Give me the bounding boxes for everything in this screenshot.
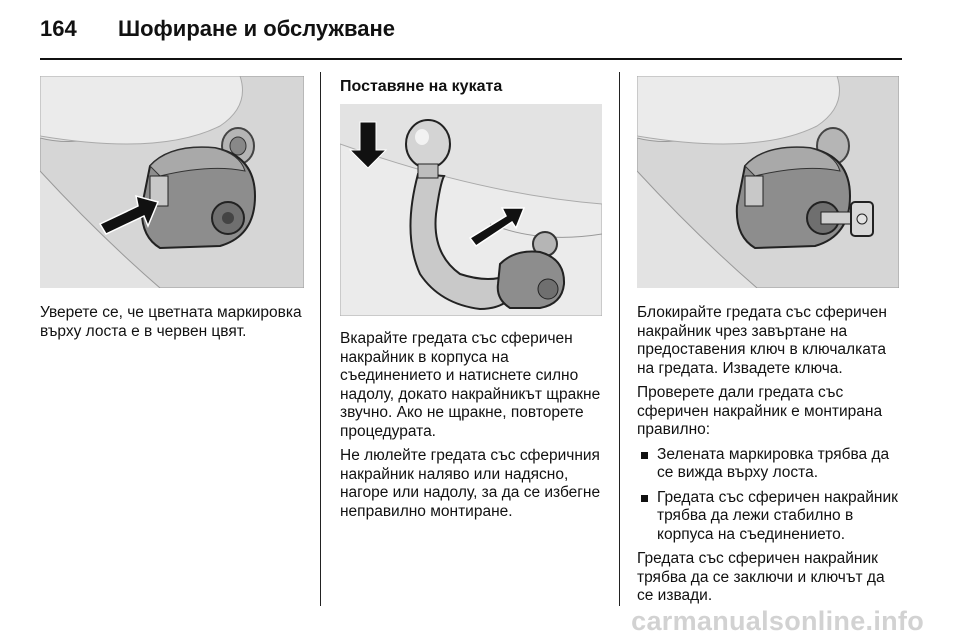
list-item: Гредата със сферичен накрайник трябва да лежи стабилно в корпуса на съединението. [637, 489, 903, 545]
col2-paragraph-2: Не люлейте гредата със сферичния накрайник наляво или надясно, нагоре или надолу, за да се избегне неправилно монтиране. [340, 447, 601, 520]
col1-paragraph: Уверете се, че цветната маркировка върху лоста е в червен цвят. [40, 304, 302, 340]
col3-paragraph-2: Проверете дали гредата със сферичен накрайник е монтирана правилно: [637, 384, 883, 438]
chapter-title: Шофиране и обслужване [118, 16, 396, 41]
col2-paragraph-1: Вкарайте гредата със сферичен накрайник в корпуса на съединението и натиснете силно надолу, докато накрайникът щракне звучно. Ако не щракне, повторете процедурата. [340, 330, 601, 440]
header-rule [40, 58, 902, 60]
watermark: carmanualsonline.info [631, 606, 924, 636]
check-list [637, 446, 903, 545]
lock-key-figure [637, 76, 899, 288]
section-heading: Поставяне на куката [340, 78, 503, 95]
lock-key-icon [637, 76, 899, 288]
bullet-square-icon [641, 452, 648, 459]
bullet-square-icon [641, 495, 648, 502]
column-divider [320, 72, 321, 606]
col3-paragraph-3: Гредата със сферичен накрайник трябва да се заключи и ключът да се извади. [637, 550, 885, 604]
ball-bar-insertion-icon [340, 104, 602, 316]
col3-paragraph-1: Блокирайте гредата със сферичен накрайник чрез завъртане на предоставения ключ в ключалката на гредата. Извадете ключа. [637, 304, 887, 377]
ball-bar-figure [340, 104, 602, 316]
tow-socket-figure [40, 76, 304, 288]
page-number: 164 [40, 16, 77, 41]
column-divider [619, 72, 620, 606]
tow-hook-socket-arrow-icon [40, 76, 304, 288]
page-header [40, 16, 395, 46]
col1-text [40, 304, 306, 347]
col3-text [637, 304, 903, 612]
list-item: Зелената маркировка трябва да се вижда върху лоста. [637, 446, 903, 483]
col2-text [340, 330, 608, 527]
